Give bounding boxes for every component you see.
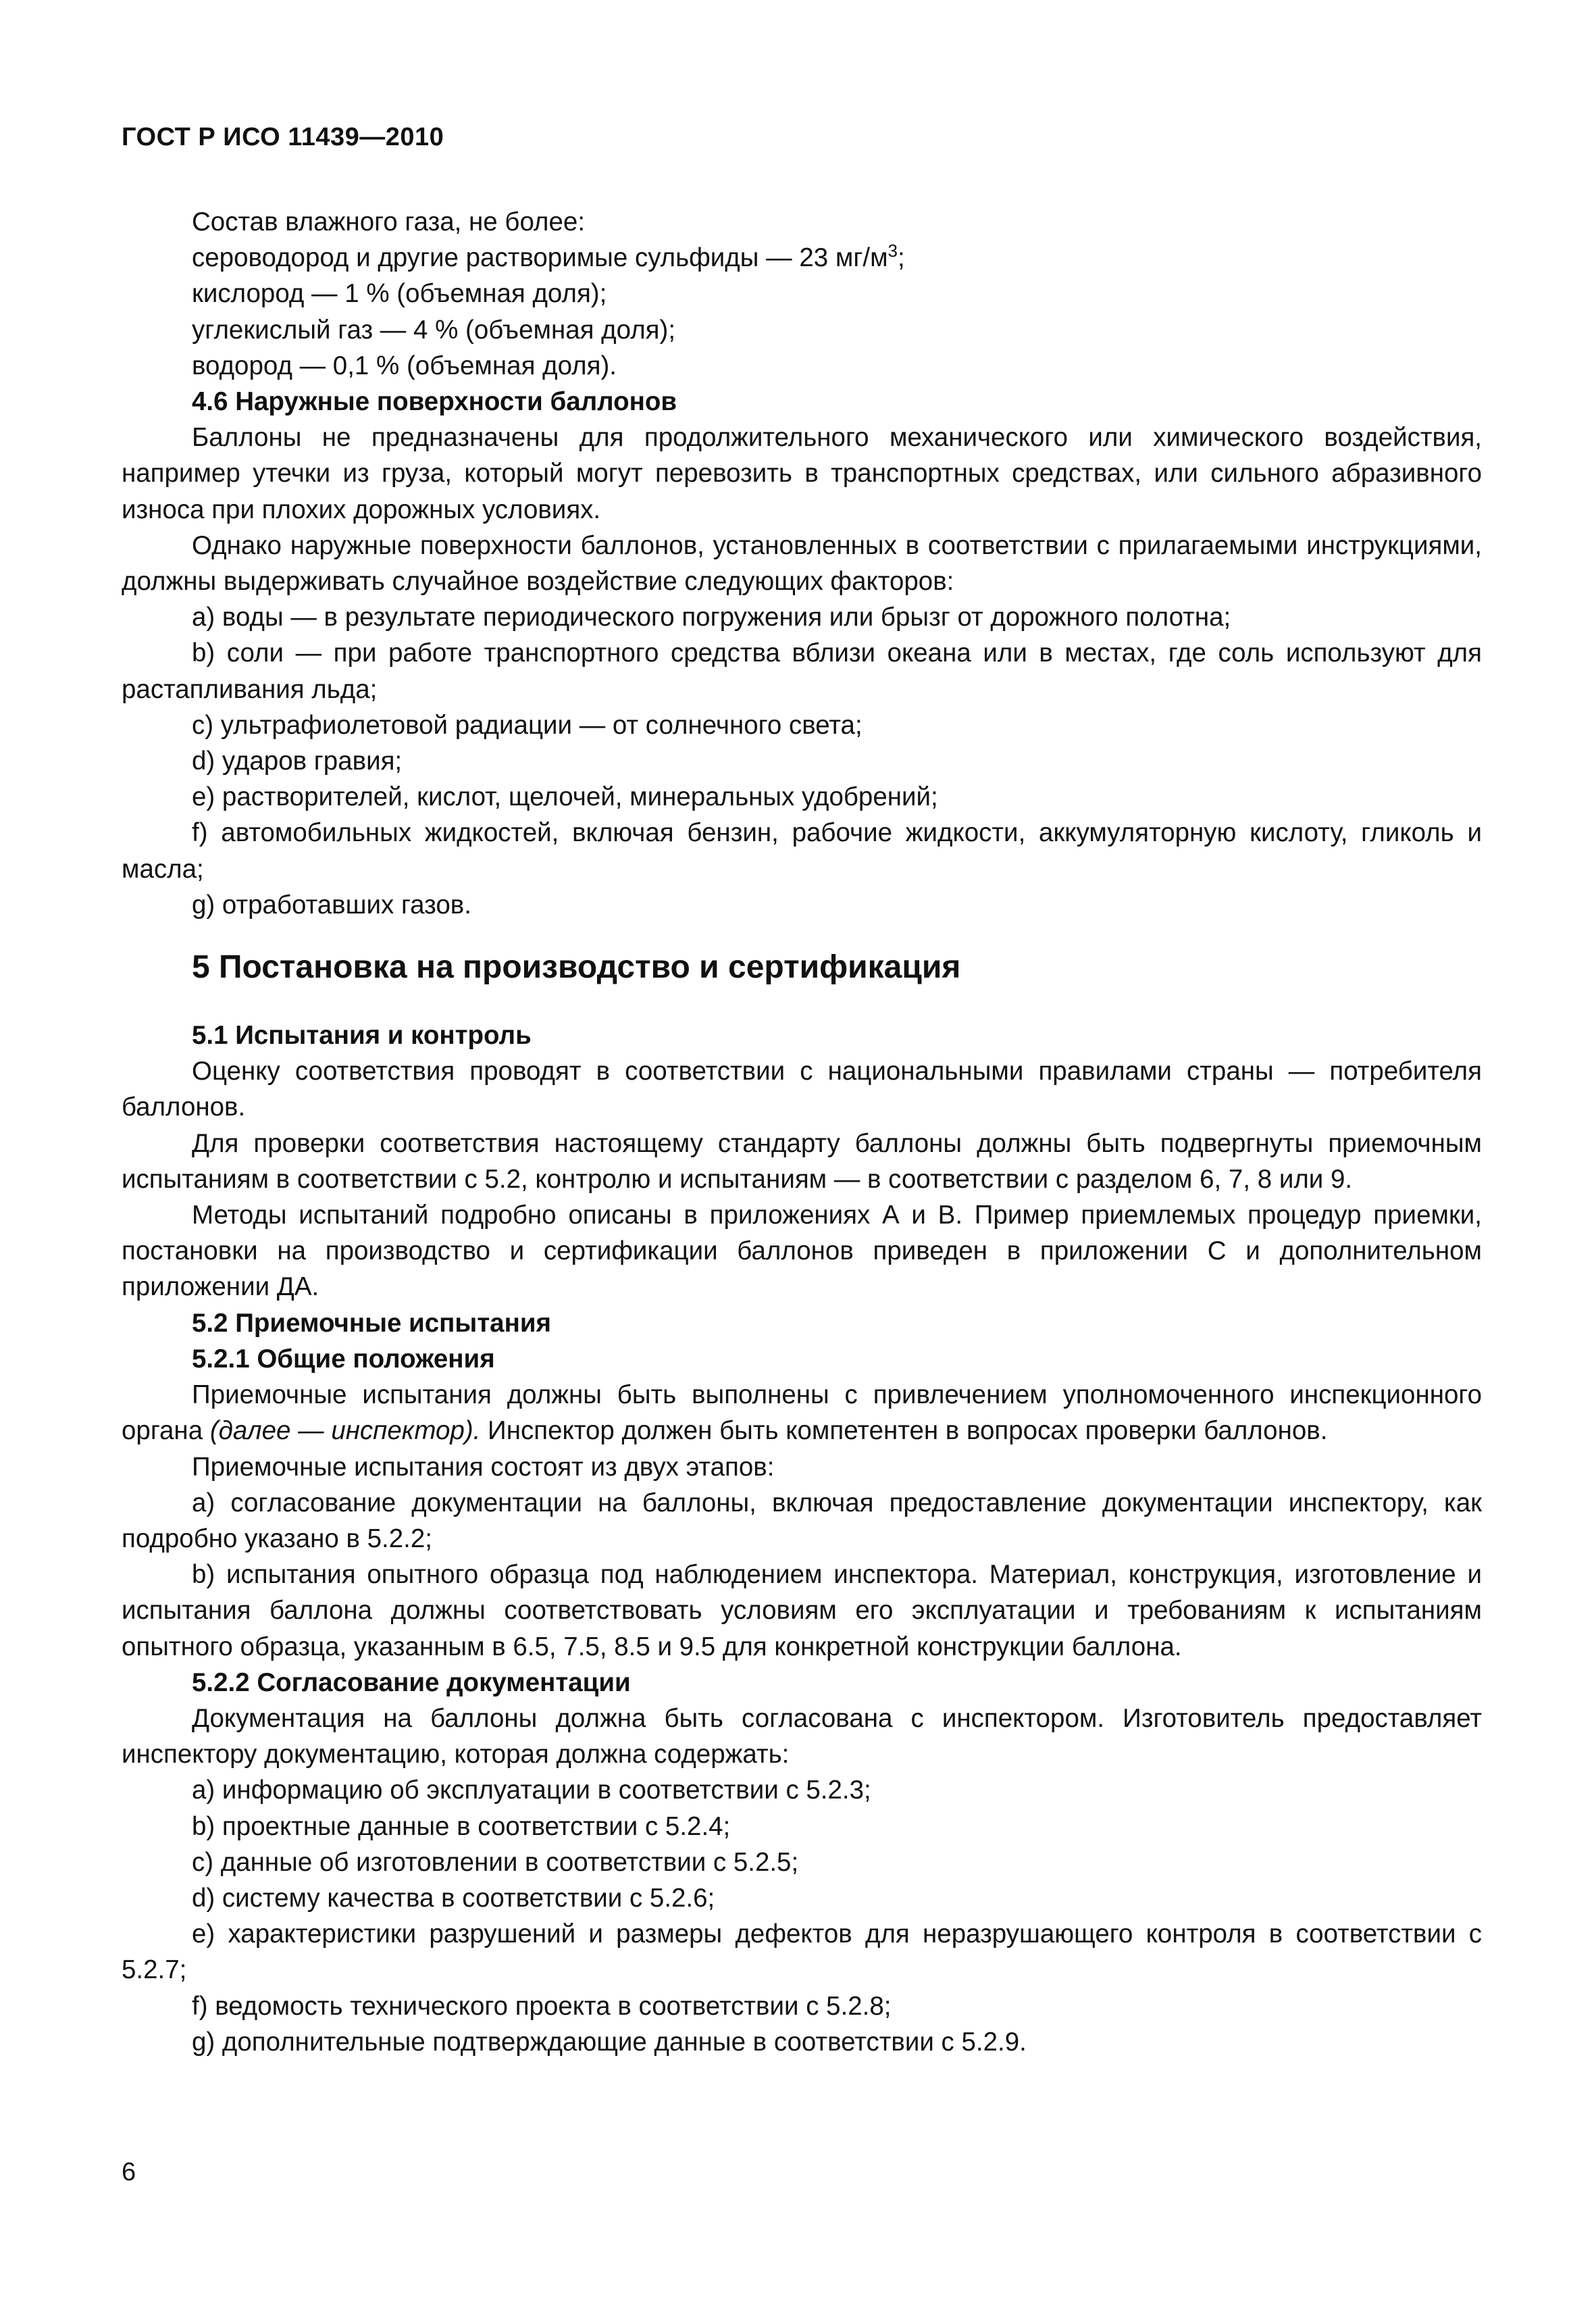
section-5-2-1-item-a: a) согласование документации на баллоны, включая предоставление документации инспектору, как подробно указано в 5.2.2; [122, 1488, 1482, 1553]
section-4-6-item-g: g) отработавших газов. [192, 890, 471, 920]
gas-composition-intro: Состав влажного газа, не более: [192, 207, 586, 236]
section-5-2-2-item-g: g) дополнительные подтверждающие данные в соответствии с 5.2.9. [192, 2027, 1027, 2057]
section-4-6-item-c: c) ультрафиолетовой радиации — от солнечного света; [192, 710, 863, 740]
section-5-2-2-item-f: f) ведомость технического проекта в соответствии с 5.2.8; [192, 1991, 892, 2021]
section-5-1-paragraph-3: Методы испытаний подробно описаны в приложениях А и В. Пример приемлемых процедур приемки, постановки на производство и сертификации баллонов приведен в приложении С и дополнительном приложении ДА. [122, 1201, 1482, 1302]
section-5-title: 5 Постановка на производство и сертификация [192, 949, 961, 986]
section-5-1-paragraph-2: Для проверки соответствия настоящему стандарту баллоны должны быть подвергнуты приемочным испытаниям в соответствии с 5.2, контролю и испытаниям — в соответствии с разделом 6, 7, 8 или 9. [122, 1128, 1482, 1194]
section-5-2-1-item-b: b) испытания опытного образца под наблюдением инспектора. Материал, конструкция, изготовление и испытания баллона должны соответствовать условиям его эксплуатации и требованиям к испытаниям опытного образца, указанным в 6.5, 7.5, 8.5 и 9.5 для конкретной конструкции баллона. [122, 1560, 1482, 1661]
section-4-6-item-e: e) растворителей, кислот, щелочей, минеральных удобрений; [192, 782, 938, 812]
section-4-6-paragraph-1: Баллоны не предназначены для продолжительного механического или химического воздействия, например утечки из груза, который могут перевозить в транспортных средствах, или сильного абразивного износа при плохих дорожных условиях. [122, 423, 1482, 524]
section-5-2-2-paragraph-1: Документация на баллоны должна быть согласована с инспектором. Изготовитель предоставляет инспектору документацию, которая должна содержать: [122, 1703, 1482, 1769]
section-4-6-item-a: a) воды — в результате периодического погружения или брызг от дорожного полотна; [192, 603, 1231, 632]
superscript-3: 3 [887, 241, 898, 261]
section-5-1-title: 5.1 Испытания и контроль [192, 1021, 532, 1051]
section-5-2-title: 5.2 Приемочные испытания [192, 1308, 551, 1338]
section-5-2-1-paragraph-1: Приемочные испытания должны быть выполнены с привлечением уполномоченного инспекционного органа (далее — инспектор). Инспектор должен быть компетентен в вопросах проверки баллонов. [122, 1380, 1482, 1446]
section-5-2-2-item-a: a) информацию об эксплуатации в соответствии с 5.2.3; [192, 1776, 871, 1805]
section-4-6-title: 4.6 Наружные поверхности баллонов [192, 387, 677, 417]
section-5-1-paragraph-1: Оценку соответствия проводят в соответствии с национальными правилами страны — потребителя баллонов. [122, 1057, 1482, 1122]
section-5-2-2-item-d: d) систему качества в соответствии с 5.2.6; [192, 1883, 715, 1913]
gas-composition-h2: водород — 0,1 % (объемная доля). [192, 351, 617, 380]
section-5-2-1-title: 5.2.1 Общие положения [192, 1344, 495, 1374]
document-body [122, 204, 1482, 2060]
section-5-2-2-item-b: b) проектные данные в соответствии с 5.2.4; [192, 1811, 731, 1841]
section-5-2-2-item-c: c) данные об изготовлении в соответствии с 5.2.5; [192, 1847, 799, 1877]
inspector-term: (далее — инспектор). [209, 1416, 481, 1446]
gas-composition-co2: углекислый газ — 4 % (объемная доля); [192, 315, 676, 345]
section-4-6-paragraph-2: Однако наружные поверхности баллонов, установленных в соответствии с прилагаемыми инструкциями, должны выдерживать случайное воздействие следующих факторов: [122, 530, 1482, 597]
section-5-2-2-item-e: e) характеристики разрушений и размеры дефектов для неразрушающего контроля в соответствии с 5.2.7; [122, 1919, 1482, 1985]
section-4-6-item-f: f) автомобильных жидкостей, включая бензин, рабочие жидкости, аккумуляторную кислоту, гликоль и масла; [122, 818, 1482, 884]
section-4-6-item-b: b) соли — при работе транспортного средства вблизи океана или в местах, где соль используют для растапливания льда; [122, 638, 1482, 704]
gas-composition-h2s: сероводород и другие растворимые сульфиды — 23 $мг/м^3$; [192, 241, 905, 273]
gas-composition-o2: кислород — 1 % (объемная доля); [192, 279, 607, 309]
section-4-6-item-d: d) ударов гравия; [192, 747, 403, 776]
section-5-2-2-title: 5.2.2 Согласование документации [192, 1667, 631, 1697]
page-number: 6 [122, 2158, 136, 2186]
document-header-id: ГОСТ Р ИСО 11439—2010 [122, 123, 444, 151]
section-5-2-1-paragraph-2: Приемочные испытания состоят из двух этапов: [192, 1452, 775, 1482]
